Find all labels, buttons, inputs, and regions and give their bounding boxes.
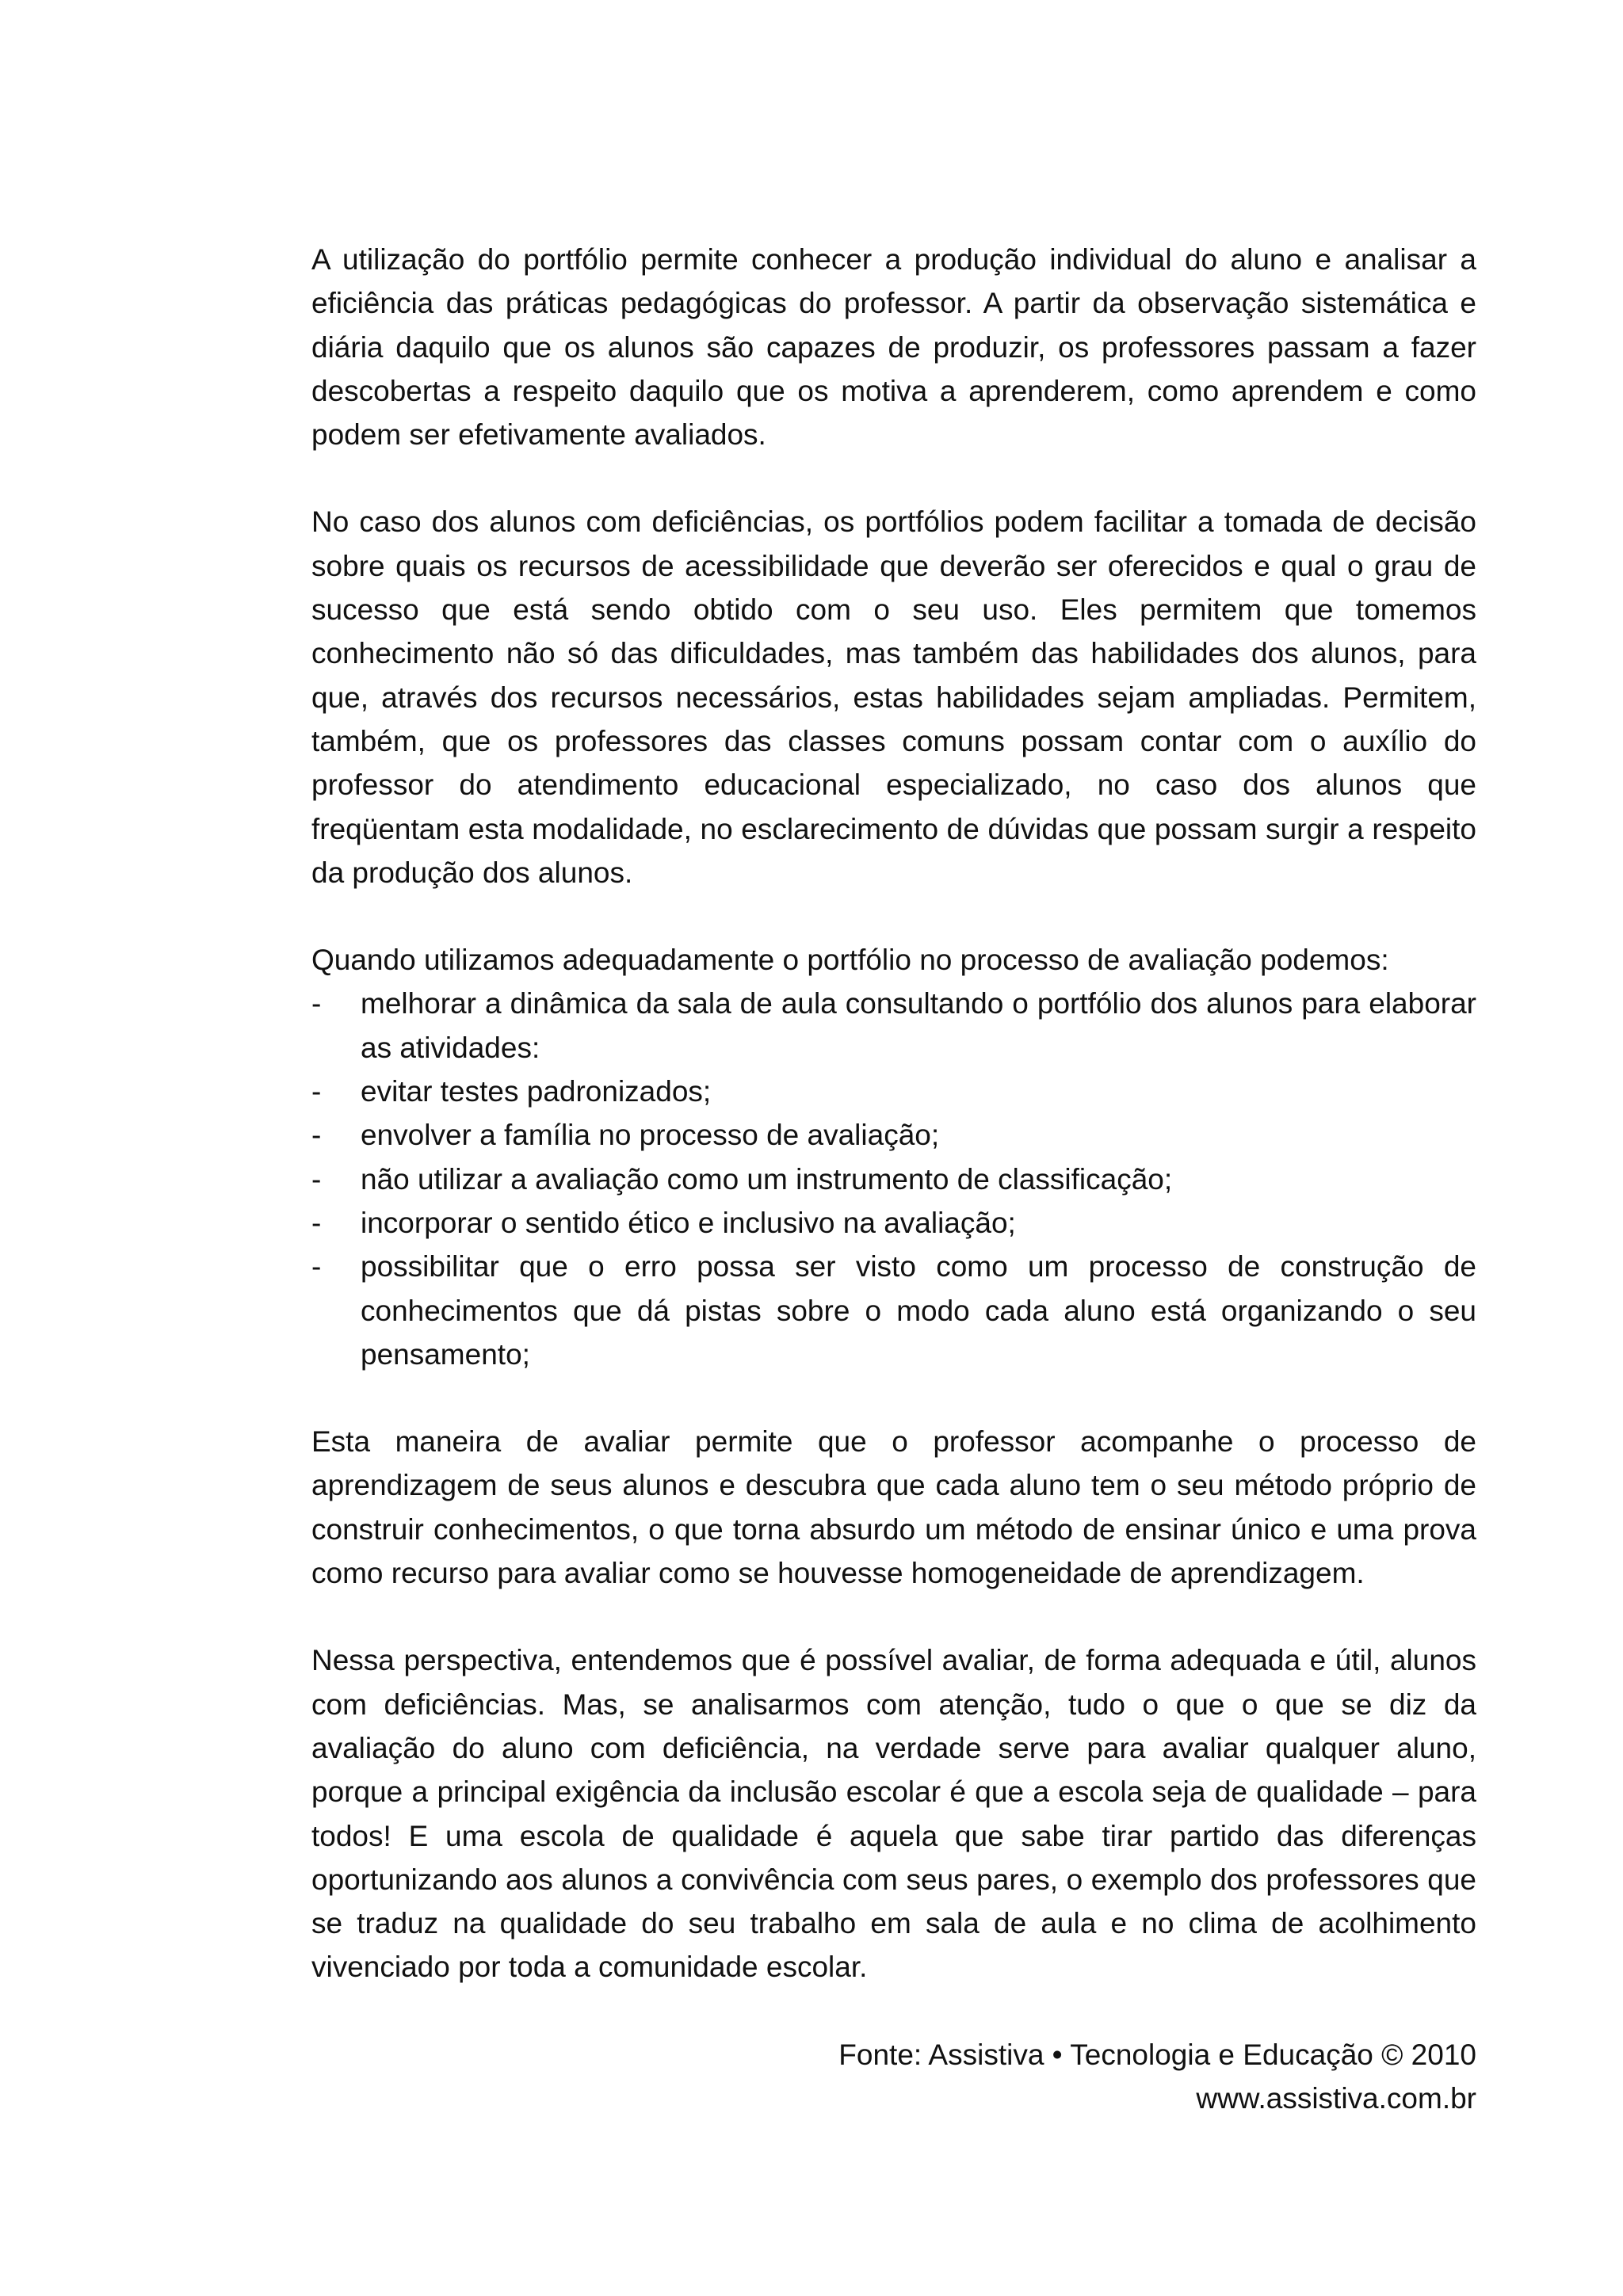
paragraph-evaluation-method: Esta maneira de avaliar permite que o professor acompanhe o processo de aprendizagem de seus alunos e descubra que cada aluno tem o seu método próprio de construir conhecimentos, o que torna absurdo um método de ensinar único e uma prova como recurso para avaliar como se houvesse homogeneidade de aprendizagem.: [311, 1425, 1476, 1590]
list-item-text: evitar testes padronizados;: [361, 1075, 712, 1108]
list-item: [311, 1070, 1476, 1113]
list-marker: -: [311, 1119, 322, 1152]
list-item: [311, 1245, 1476, 1376]
list-item-text: envolver a família no processo de avaliação;: [361, 1119, 940, 1152]
list-item: [311, 1201, 1476, 1245]
list-item-text: incorporar o sentido ético e inclusivo na avaliação;: [361, 1206, 1016, 1239]
list-marker: -: [311, 1250, 322, 1283]
list-item: [311, 1113, 1476, 1157]
list-item: [311, 1158, 1476, 1201]
document-page: [311, 238, 1476, 2120]
list-item-text: melhorar a dinâmica da sala de aula consultando o portfólio dos alunos para elaborar as atividades:: [361, 987, 1476, 1064]
list-marker: -: [311, 987, 322, 1020]
source-line: Fonte: Assistiva • Tecnologia e Educação © 2010: [838, 2038, 1476, 2071]
list-item-text: não utilizar a avaliação como um instrumento de classificação;: [361, 1162, 1173, 1196]
paragraph-portfolio-usage: A utilização do portfólio permite conhecer a produção individual do aluno e analisar a eficiência das práticas pedagógicas do professor. A partir da observação sistemática e diária daquilo que os alunos são capazes de produzir, os professores passam a fazer descobertas a respeito daquilo que os motiva a aprenderem, como aprendem e como podem ser efetivamente avaliados.: [311, 243, 1476, 452]
paragraph-inclusive-perspective: Nessa perspectiva, entendemos que é possível avaliar, de forma adequada e útil, alunos com deficiências. Mas, se analisarmos com atenção, tudo o que o que se diz da avaliação do aluno com deficiência, na verdade serve para avaliar qualquer aluno, porque a principal exigência da inclusão escolar é que a escola seja de qualidade – para todos! E uma escola de qualidade é aquela que sabe tirar partido das diferenças oportunizando aos alunos a convivência com seus pares, o exemplo dos professores que se traduz na qualidade do seu trabalho em sala de aula e no clima de acolhimento vivenciado por toda a comunidade escolar.: [311, 1644, 1476, 1984]
source-attribution: [311, 2033, 1476, 2121]
list-marker: -: [311, 1075, 322, 1108]
paragraph-students-with-disabilities: No caso dos alunos com deficiências, os portfólios podem facilitar a tomada de decisão sobre quais os recursos de acessibilidade que deverão ser oferecidos e qual o grau de sucesso que está sendo obtido com o seu uso. Eles permitem que tomemos conhecimento não só das dificuldades, mas também das habilidades dos alunos, para que, através dos recursos necessários, estas habilidades sejam ampliadas. Permitem, também, que os professores das classes comuns possam contar com o auxílio do professor do atendimento educacional especializado, no caso dos alunos que freqüentam esta modalidade, no esclarecimento de dúvidas que possam surgir a respeito da produção dos alunos.: [311, 505, 1476, 889]
list-item: [311, 982, 1476, 1070]
list-marker: -: [311, 1206, 322, 1239]
list-item-text: possibilitar que o erro possa ser visto como um processo de construção de conhecimentos que dá pistas sobre o modo cada aluno está organizando o seu pensamento;: [361, 1250, 1476, 1371]
list-intro: Quando utilizamos adequadamente o portfólio no processo de avaliação podemos:: [311, 944, 1389, 977]
source-url: www.assistiva.com.br: [1196, 2081, 1476, 2115]
list-marker: -: [311, 1162, 322, 1196]
benefits-list: [311, 982, 1476, 1376]
